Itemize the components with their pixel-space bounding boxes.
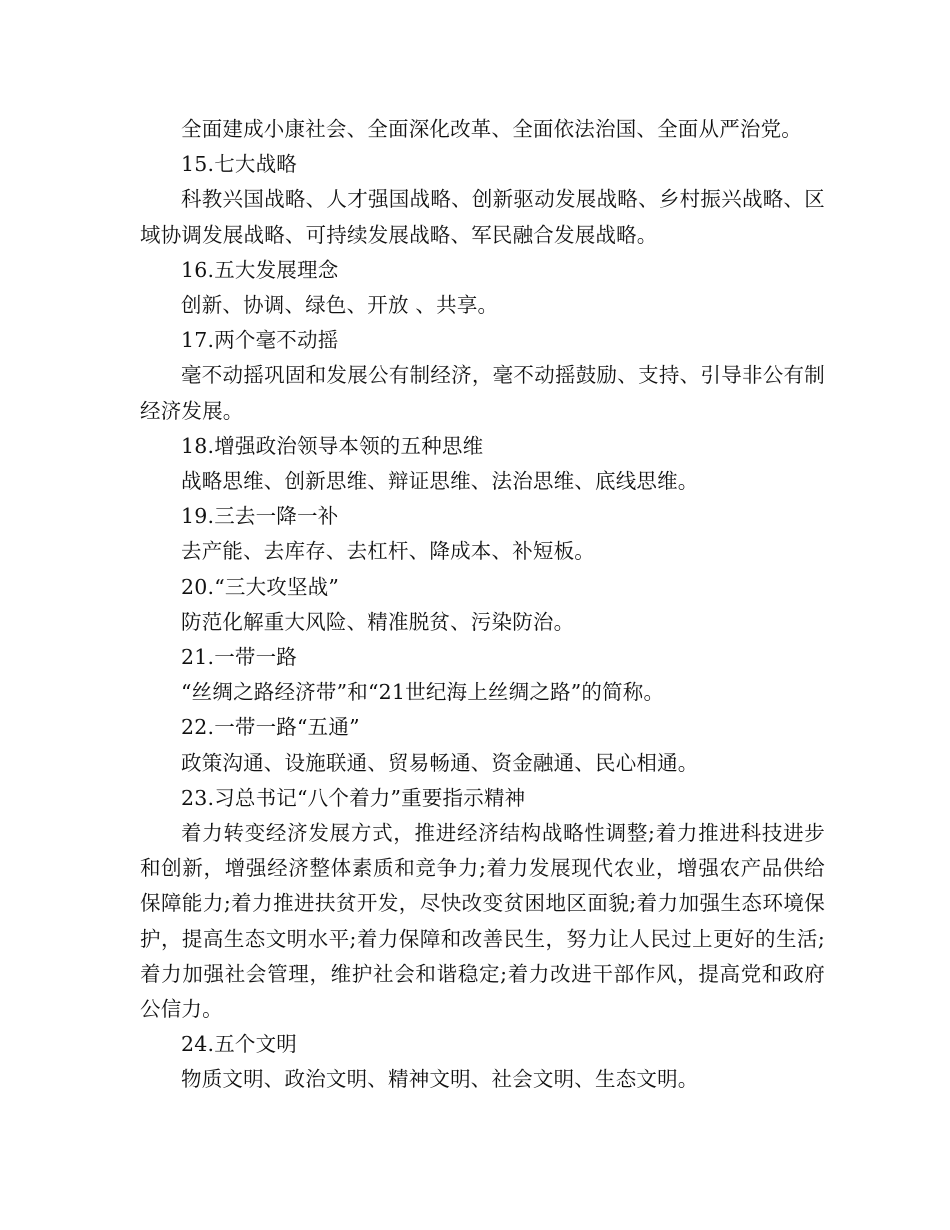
section-heading: 22.一带一路“五通” <box>181 715 360 740</box>
body-paragraph: 毫不动摇巩固和发展公有制经济，毫不动摇鼓励、支持、引导非公有制经济发展。 <box>140 363 825 423</box>
body-paragraph: 防范化解重大风险、精准脱贫、污染防治。 <box>181 609 575 634</box>
body-paragraph: 政策沟通、设施联通、贸易畅通、资金融通、民心相通。 <box>181 750 699 775</box>
body-paragraph: 全面建成小康社会、全面深化改革、全面依法治国、全面从严治党。 <box>181 117 802 141</box>
body-paragraph: 创新、协调、绿色、开放 、共享。 <box>181 293 499 318</box>
section-heading: 20.“三大攻坚战” <box>181 574 340 599</box>
section-heading: 16.五大发展理念 <box>181 257 339 282</box>
section-heading: 15.七大战略 <box>181 152 298 177</box>
body-paragraph: 战略思维、创新思维、辩证思维、法治思维、底线思维。 <box>181 469 699 494</box>
section-heading: 17.两个毫不动摇 <box>181 328 339 353</box>
section-heading: 21.一带一路 <box>181 645 298 670</box>
section-heading: 19.三去一降一补 <box>181 504 339 529</box>
body-paragraph: 着力转变经济发展方式，推进经济结构战略性调整;着力推进科技进步和创新，增强经济整体素质和竞争力;着力发展现代农业，增强农产品供给保障能力;着力推进扶贫开发，尽快改变贫困地区面貌;着力加强生态环境保护，提高生态文明水平;着力保障和改善民生，努力让人民过上更好的生活;着力加强社会管理，维护社会和谐稳定;着力改进干部作风，提高党和政府公信力。 <box>140 821 825 1022</box>
section-heading: 18.增强政治领导本领的五种思维 <box>181 433 484 458</box>
section-heading: 24.五个文明 <box>181 1032 298 1057</box>
body-paragraph: 科教兴国战略、人才强国战略、创新驱动发展战略、乡村振兴战略、区域协调发展战略、可持续发展战略、军民融合发展战略。 <box>140 187 825 247</box>
section-heading: 23.习总书记“八个着力”重要指示精神 <box>181 785 526 810</box>
document-page <box>140 112 825 1098</box>
body-paragraph: “丝绸之路经济带”和“21世纪海上丝绸之路”的简称。 <box>181 680 665 705</box>
body-paragraph: 去产能、去库存、去杠杆、降成本、补短板。 <box>181 539 595 564</box>
body-paragraph: 物质文明、政治文明、精神文明、社会文明、生态文明。 <box>181 1067 699 1092</box>
